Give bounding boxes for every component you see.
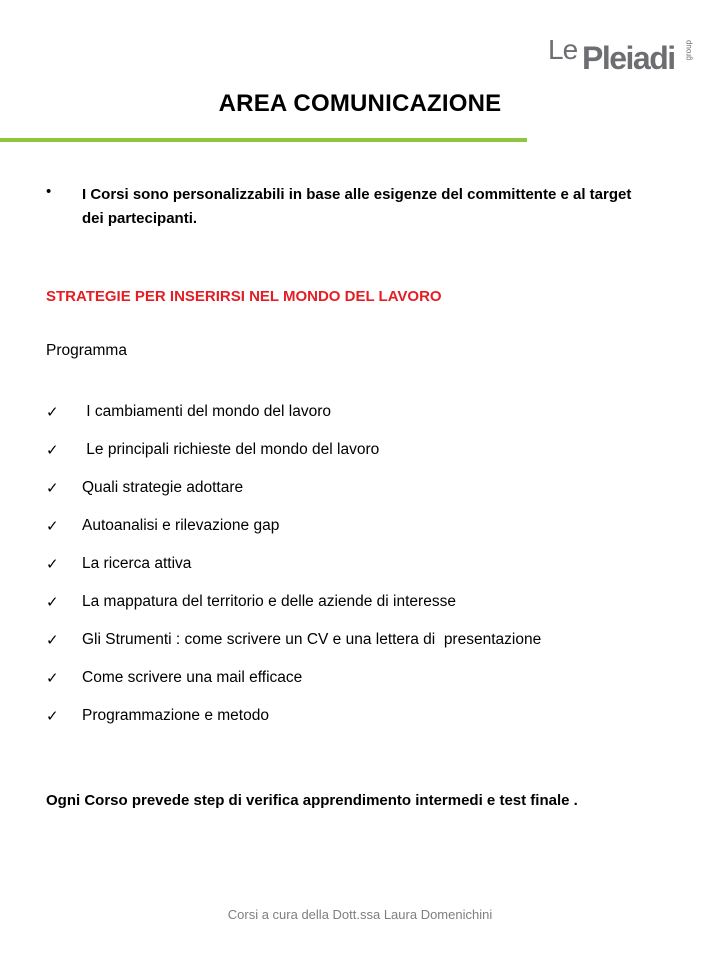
course-subtitle: STRATEGIE PER INSERIRSI NEL MONDO DEL LAVORO bbox=[46, 288, 442, 305]
list-item bbox=[46, 593, 686, 617]
program-label: Programma bbox=[46, 342, 127, 359]
intro-text: I Corsi sono personalizzabili in base alle esigenze del committente e al target dei partecipanti. bbox=[82, 186, 632, 227]
list-item bbox=[46, 403, 686, 427]
verification-note: Ogni Corso prevede step di verifica apprendimento intermedi e test finale . bbox=[46, 792, 578, 809]
list-item bbox=[46, 517, 686, 541]
list-item-label: Come scrivere una mail efficace bbox=[82, 669, 303, 686]
checkmark-icon: ✓ bbox=[46, 518, 59, 535]
checkmark-icon: ✓ bbox=[46, 594, 59, 611]
list-item bbox=[46, 555, 686, 579]
list-item-label: Gli Strumenti : come scrivere un CV e una lettera di presentazione bbox=[82, 631, 542, 648]
list-item-label: Programmazione e metodo bbox=[82, 707, 269, 724]
le-pleiadi-logo bbox=[548, 32, 698, 76]
list-item-label: Le principali richieste del mondo del lavoro bbox=[82, 441, 380, 458]
list-item bbox=[46, 631, 686, 655]
logo-le: Le bbox=[548, 34, 578, 65]
page-title: AREA COMUNICAZIONE bbox=[218, 90, 502, 117]
list-item-label: Autoanalisi e rilevazione gap bbox=[82, 517, 280, 534]
list-item bbox=[46, 479, 686, 503]
list-item-label: La mappatura del territorio e delle aziende di interesse bbox=[82, 593, 456, 610]
checkmark-icon: ✓ bbox=[46, 708, 59, 725]
list-item-label: Quali strategie adottare bbox=[82, 479, 244, 496]
checkmark-icon: ✓ bbox=[46, 404, 59, 421]
logo-group: group bbox=[684, 40, 693, 61]
checkmark-icon: ✓ bbox=[46, 670, 59, 687]
list-item-label: I cambiamenti del mondo del lavoro bbox=[82, 403, 331, 420]
list-item bbox=[46, 707, 686, 731]
title-underline bbox=[0, 138, 527, 142]
list-item bbox=[46, 441, 686, 465]
checkmark-icon: ✓ bbox=[46, 480, 59, 497]
checkmark-icon: ✓ bbox=[46, 632, 59, 649]
list-item bbox=[46, 669, 686, 693]
checkmark-icon: ✓ bbox=[46, 442, 59, 459]
list-item-label: La ricerca attiva bbox=[82, 555, 192, 572]
footer-credit: Corsi a cura della Dott.ssa Laura Domenichini bbox=[227, 907, 493, 922]
bullet-icon: • bbox=[46, 183, 52, 200]
checkmark-icon: ✓ bbox=[46, 556, 59, 573]
logo-pleiadi: Pleiadi bbox=[582, 40, 675, 76]
